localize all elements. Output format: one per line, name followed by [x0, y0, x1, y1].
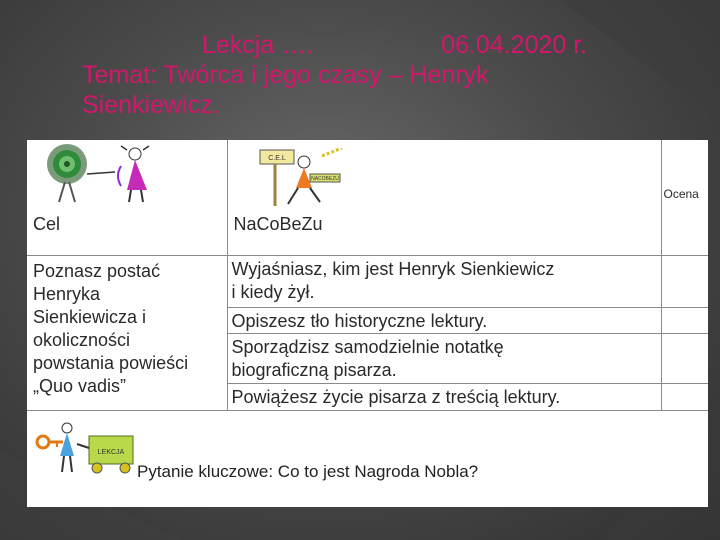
- target-icon: [47, 144, 87, 202]
- key-question-area: [27, 412, 708, 507]
- person-figure-icon: [60, 423, 74, 472]
- goal-header: Cel: [33, 213, 61, 234]
- lesson-table: [27, 140, 708, 411]
- goal-cell: [27, 255, 227, 410]
- goal-text: [27, 256, 227, 402]
- slide-title: [82, 30, 682, 120]
- criteria-cell: [227, 383, 661, 410]
- sign-label: C.E.L: [267, 155, 286, 162]
- header-cell-criteria: [227, 140, 661, 255]
- goal-line: „Quo vadis”: [33, 375, 127, 396]
- criteria-line: Opiszesz tło historyczne lektury.: [231, 310, 488, 331]
- criteria-cell: [227, 255, 661, 307]
- grade-cell: [661, 333, 708, 383]
- lesson-label: Lekcja ….: [202, 31, 314, 59]
- header-cell-goal: [27, 140, 227, 255]
- topic-line-2: Sienkiewicz.: [82, 91, 220, 119]
- grade-cell: [661, 307, 708, 333]
- goal-line: Sienkiewicza i: [33, 306, 147, 327]
- runner-sign-illustration: [238, 148, 348, 210]
- criteria-line: i kiedy żył.: [231, 281, 315, 302]
- key-cart-illustration: [33, 414, 141, 484]
- grade-cell: [661, 383, 708, 410]
- goal-line: Henryka: [33, 283, 101, 304]
- criteria-cell: [227, 307, 661, 333]
- topic-line-1: Temat: Twórca i jego czasy – Henryk: [82, 61, 489, 89]
- cart-label: LEKCJA: [97, 449, 125, 456]
- key-question: Pytanie kluczowe: Co to jest Nagroda Nobla?: [137, 462, 479, 481]
- signpost-icon: [260, 150, 294, 206]
- grade-cell: [661, 255, 708, 307]
- criteria-header: NaCoBeZu: [233, 213, 323, 234]
- header-cell-grade: [661, 140, 708, 255]
- goal-line: powstania powieści: [33, 352, 189, 373]
- sign2-label: NACOBEZU: [310, 176, 339, 182]
- criteria-line: Powiążesz życie pisarza z treścią lektury.: [231, 386, 561, 407]
- goal-line: Poznasz postać: [33, 260, 161, 281]
- criteria-line: biograficzną pisarza.: [231, 359, 397, 380]
- lesson-sheet: [27, 140, 708, 507]
- lesson-date: 06.04.2020 r.: [441, 31, 588, 59]
- goal-line: okoliczności: [33, 329, 131, 350]
- grade-header: Ocena: [663, 187, 699, 201]
- key-icon: [37, 436, 63, 448]
- target-archer-illustration: [35, 142, 165, 204]
- criteria-line: Wyjaśniasz, kim jest Henryk Sienkiewicz: [231, 258, 555, 279]
- archer-figure-icon: [118, 146, 149, 202]
- title-line-lesson: [82, 30, 682, 60]
- criteria-cell: [227, 333, 661, 383]
- criteria-line: Sporządzisz samodzielnie notatkę: [231, 336, 504, 357]
- cart-icon: [77, 436, 133, 473]
